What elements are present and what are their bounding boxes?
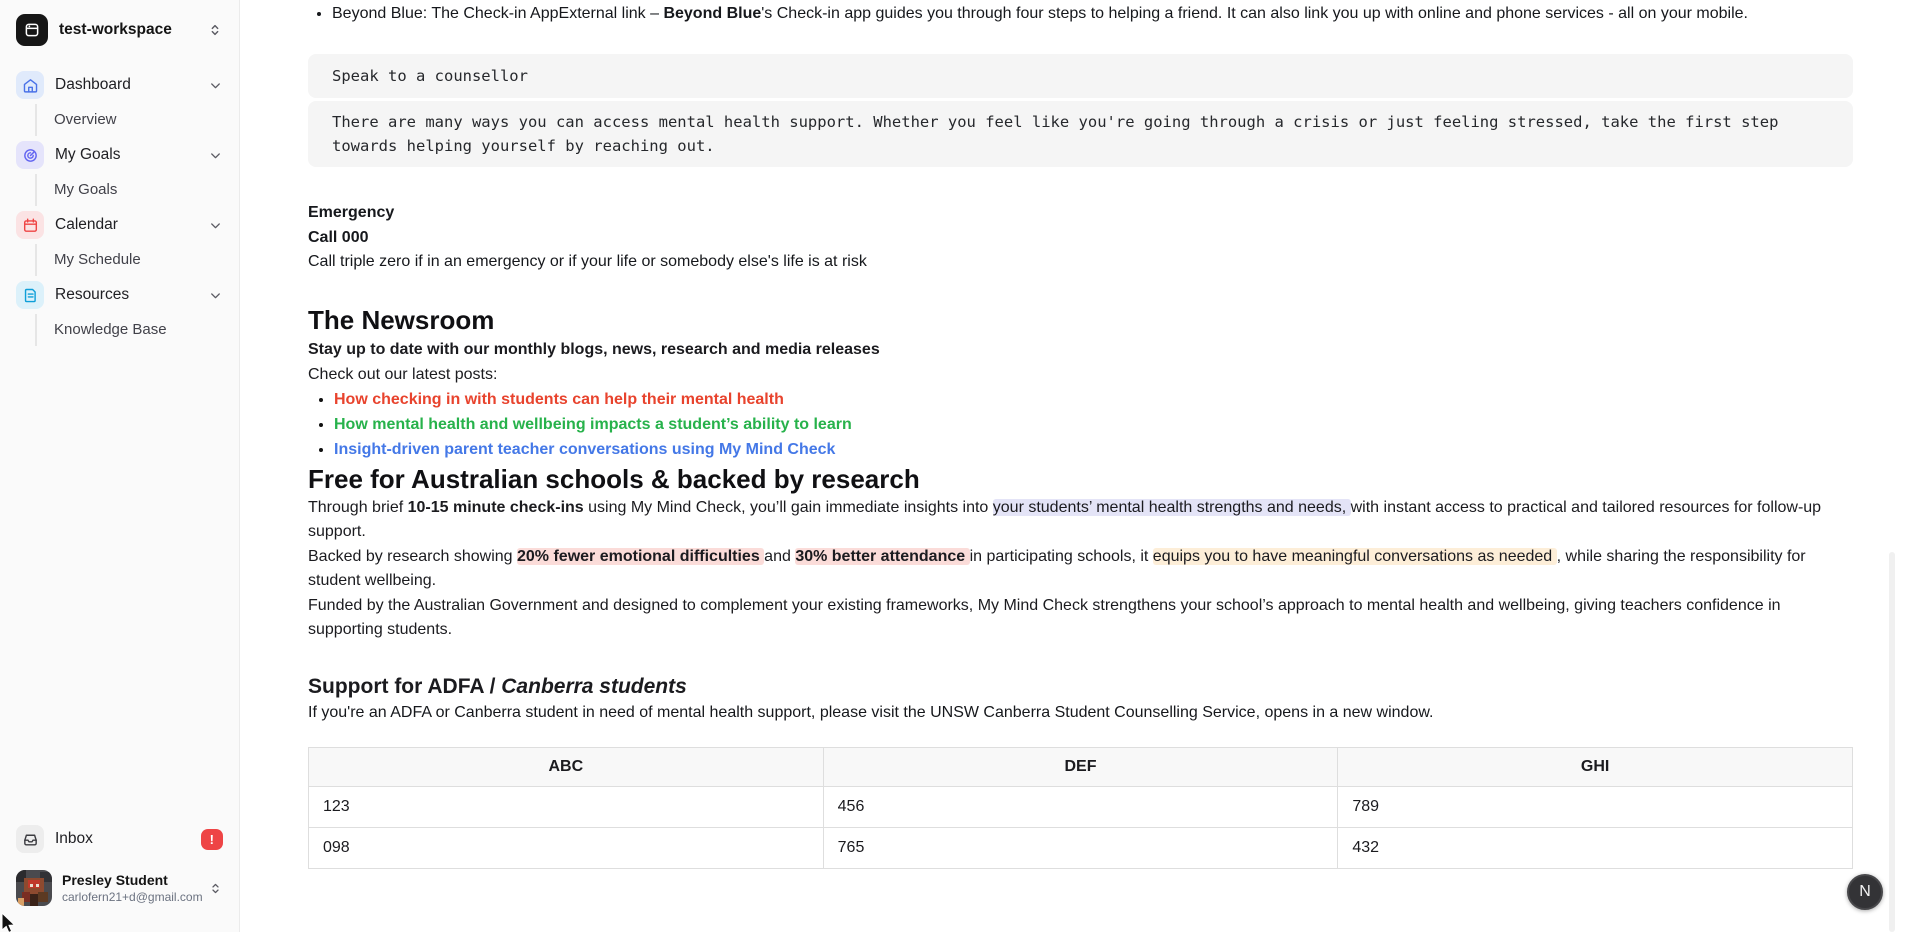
user-profile-menu[interactable]: [12, 864, 227, 912]
chevron-down-icon: [208, 78, 223, 93]
research-section: [308, 496, 1853, 643]
table-cell: 098: [309, 828, 824, 869]
chevron-down-icon: [208, 148, 223, 163]
research-title: Free for Australian schools & backed by research: [308, 463, 920, 494]
research-paragraph-2: Backed by research showing 20% fewer emotional difficulties and 30% better attendance in participating schools, it equips you to have meaningful conversations as needed , while sharing the responsibility for student wellbeing.: [308, 547, 1806, 589]
table-cell: 432: [1338, 828, 1853, 869]
code-block-title: Speak to a counsellor: [308, 54, 1853, 98]
avatar: [16, 870, 52, 906]
emergency-body: Call triple zero if in an emergency or if your life or somebody else's life is at risk: [308, 253, 867, 270]
inbox-label: Inbox: [55, 830, 93, 847]
emergency-call: Call 000: [308, 228, 369, 246]
workspace-logo-icon: [16, 14, 48, 46]
table-cell: 456: [823, 787, 1338, 828]
column-header: GHI: [1338, 748, 1853, 787]
chevron-updown-icon: [208, 881, 223, 896]
main-content: [240, 0, 1917, 932]
newsroom-posts-list: [308, 387, 1853, 462]
list-item: [334, 437, 1853, 462]
sidebar-item-label: My Goals: [55, 146, 121, 163]
profile-name: Presley Student: [62, 872, 168, 888]
research-paragraph-1: Through brief 10-15 minute check-ins using My Mind Check, you’ll gain immediate insights into your students’ mental health strengths and needs, with instant access to practical and tailored resources for follow-up support.: [308, 498, 1822, 540]
notification-fab-button[interactable]: N: [1847, 874, 1883, 910]
sidebar: [0, 0, 240, 932]
emergency-section: [308, 201, 1853, 275]
sidebar-item-my-goals-sub[interactable]: My Goals: [54, 181, 118, 198]
sidebar-spacer: [12, 346, 227, 820]
list-item: [334, 412, 1853, 437]
workspace-switcher[interactable]: [12, 8, 227, 52]
chevron-updown-icon: [207, 22, 223, 38]
list-item: [334, 387, 1853, 412]
workspace-name: test-workspace: [59, 21, 172, 38]
home-icon: [16, 71, 44, 99]
sidebar-item-label: Calendar: [55, 216, 118, 233]
calendar-icon: [16, 211, 44, 239]
column-header: DEF: [823, 748, 1338, 787]
document-icon: [16, 281, 44, 309]
sidebar-item-knowledge-base[interactable]: Knowledge Base: [54, 321, 167, 338]
table-cell: 765: [823, 828, 1338, 869]
sidebar-item-resources[interactable]: [12, 276, 227, 314]
research-paragraph-3: Funded by the Australian Government and designed to complement your existing frameworks, My Mind Check strengthens your school’s approach to mental health and wellbeing, giving teachers confidence in supporting students.: [308, 596, 1781, 638]
inbox-icon: [16, 825, 44, 853]
table-row: [309, 828, 1853, 869]
sidebar-item-label: Resources: [55, 286, 130, 303]
beyond-blue-bullet: • Beyond Blue: The Check-in AppExternal link – Beyond Blue's Check-in app guides you through four steps to helping a friend. It can also link you up with online and phone services - all on your mobile.: [332, 2, 1853, 26]
table-cell: 789: [1338, 787, 1853, 828]
sidebar-item-dashboard[interactable]: [12, 66, 227, 104]
sidebar-item-overview[interactable]: Overview: [54, 111, 117, 128]
code-block-body: There are many ways you can access mental health support. Whether you feel like you're going through a crisis or just feeling stressed, take the first step towards helping yourself by reaching out.: [308, 101, 1853, 167]
table-cell: 123: [309, 787, 824, 828]
vertical-scrollbar[interactable]: [1889, 552, 1895, 932]
post-link-wellbeing-learning[interactable]: How mental health and wellbeing impacts a student’s ability to learn: [334, 415, 852, 433]
sidebar-item-inbox[interactable]: [12, 820, 227, 858]
newsroom-title: The Newsroom: [308, 304, 495, 335]
data-table: [308, 747, 1853, 869]
column-header: ABC: [309, 748, 824, 787]
mouse-cursor: [1, 913, 17, 932]
adfa-body: If you're an ADFA or Canberra student in need of mental health support, please visit the UNSW Canberra Student Counselling Service, opens in a new window.: [308, 703, 1434, 721]
profile-email: carlofern21+d@gmail.com: [62, 890, 203, 904]
chevron-down-icon: [208, 218, 223, 233]
sidebar-item-my-schedule[interactable]: My Schedule: [54, 251, 141, 268]
sidebar-item-my-goals[interactable]: [12, 136, 227, 174]
newsroom-subtitle: Stay up to date with our monthly blogs, news, research and media releases: [308, 340, 880, 358]
table-row: [309, 787, 1853, 828]
adfa-title: Support for ADFA / Canberra students: [308, 674, 687, 698]
target-icon: [16, 141, 44, 169]
post-link-checking-in[interactable]: How checking in with students can help their mental health: [334, 390, 784, 408]
support-links-list: [308, 2, 1853, 26]
sidebar-item-label: Dashboard: [55, 76, 131, 93]
chevron-down-icon: [208, 288, 223, 303]
sidebar-item-calendar[interactable]: [12, 206, 227, 244]
post-link-parent-teacher[interactable]: Insight-driven parent teacher conversations using My Mind Check: [334, 440, 836, 458]
emergency-heading: Emergency: [308, 204, 395, 221]
table-header-row: [309, 748, 1853, 787]
newsroom-intro: Check out our latest posts:: [308, 365, 498, 383]
inbox-notification-badge: !: [201, 829, 223, 850]
